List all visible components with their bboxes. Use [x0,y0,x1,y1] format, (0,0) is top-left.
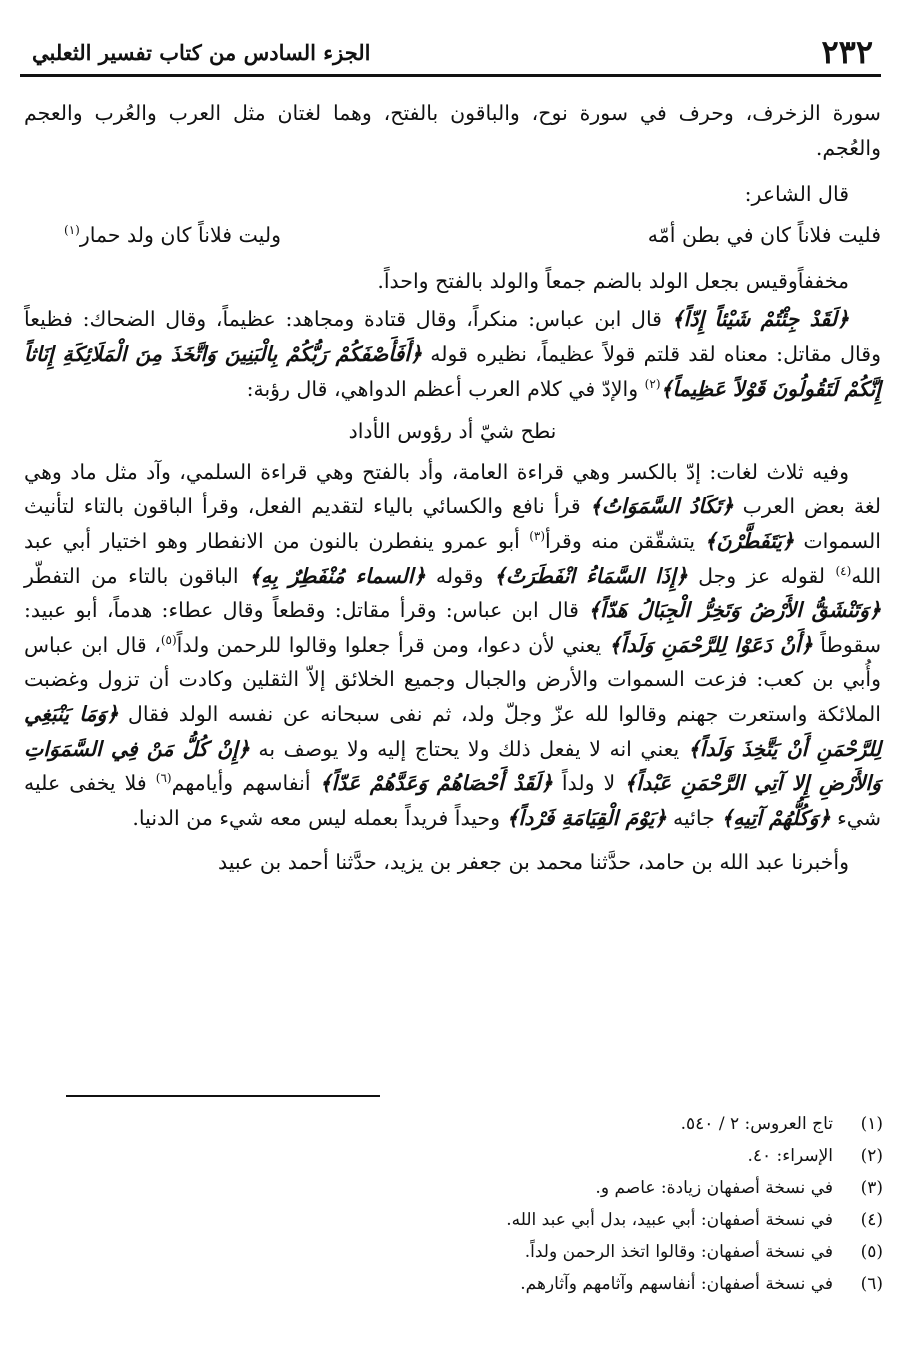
page-header [20,30,881,77]
footnote-number: (٦) [860,1274,883,1294]
text-run: يعني لأن دعوا، ومن قرأ جعلوا وقالوا للرحمن ولداً [176,632,609,657]
quran-quote: ﴿وَمَا يَنْبَغِي لِلرَّحْمَنِ أَنْ يَتَّخِذَ وَلَداً﴾ [24,701,881,761]
footnote-number: (٤) [860,1210,883,1230]
footnote-item [163,1140,883,1172]
paragraph: وأخبرنا عبد الله بن حامد، حدَّثنا محمد بن جعفر بن يزيد، حدَّثنا أحمد بن عبيد [217,850,849,875]
text-run: جائيه [666,805,722,830]
footnotes [163,1108,883,1300]
running-title: الجزء السادس من كتاب تفسير الثعلبي [32,40,371,65]
text-run: أنفاسهم وأيامهم [171,771,320,796]
footnote-ref: (٣) [529,529,546,544]
footnote-number: (٣) [860,1178,883,1198]
footnote-text: في نسخة أصفهان: أنفاسهم وآثامهم وآثارهم. [520,1274,833,1294]
footnote-item [163,1268,883,1300]
footnote-ref: (١) [64,222,80,237]
paragraph: سورة الزخرف، وحرف في سورة نوح، والباقون بالفتح، وهما لغتان مثل العرب والعُرب والعجم والعُجم. [24,101,881,160]
quran-quote: ﴿لَقَدْ جِئْتُمْ شَيْئاً إِدّاً﴾ [671,307,849,332]
text-run: فلا يخفى عليه شيء [24,771,881,830]
footnote-item [163,1108,883,1140]
main-text [24,96,881,880]
footnote-number: (٥) [860,1242,883,1262]
page-number: ٢٣٢ [821,33,873,71]
quran-quote: ﴿السماء مُنْفَطِرٌ بِهِ﴾ [249,563,426,588]
paragraph [24,455,881,836]
quran-quote: ﴿أَفَأَصْفَكُمْ رَبُّكُمْ بِالْبَنِينَ وَاتَّخَذَ مِنَ الْمَلَائِكَةِ إِنَاثاً إِنَّكُمْ لَتَقُولُونَ قَوْلاً عَظِيماً﴾ [24,341,881,401]
footnote-ref: (٢) [644,376,661,391]
footnote-divider [66,1095,380,1097]
verse-first-hemistich: فليت فلاناً كان في بطن أمّه [647,222,881,247]
footnote-item [163,1204,883,1236]
footnote-text: في نسخة أصفهان: أبي عبيد، بدل أبي عبد الله. [506,1210,833,1230]
footnote-text: الإسراء: ٤٠. [747,1146,833,1166]
quran-quote: ﴿لَقَدْ أَحْصَاهُمْ وَعَدَّهُمْ عَدّاً﴾ [319,771,553,796]
text-run: وحيداً فريداً بعمله ليس معه شيء من الدنيا. [132,805,507,830]
rajaz-verse: نطح شيّ أد رؤوس الأداد [348,419,557,444]
verse-second-hemistich [64,218,281,253]
quran-quote: ﴿يَوْمَ الْقِيَامَةِ فَرْداً﴾ [506,805,667,830]
quran-quote: ﴿يَتَفَطَّرْنَ﴾ [704,528,794,553]
footnote-ref: (٥) [160,632,177,647]
text-run: لقوله عز وجل [687,563,836,588]
text-run: لا ولداً [552,771,625,796]
paragraph [24,302,881,406]
text-run: والإدّ في كلام العرب أعظم الدواهي، قال رؤبة: [246,376,645,401]
quran-quote: ﴿أَنْ دَعَوْا لِلرَّحْمَنِ وَلَداً﴾ [608,632,813,657]
quran-quote: ﴿إِنْ كُلُّ مَنْ فِي السَّمَوَاتِ وَالأَرْضِ إِلا آتِي الرَّحْمَنِ عَبْداً﴾ [24,736,881,796]
text-run: وفيه ثلاث لغات: إدّ بالكسر وهي قراءة العامة، وأد بالفتح وهي قراءة السلمي، وآد مثل ماد وهي لغة بعض العرب [24,459,882,519]
quran-quote: ﴿وَتَنْشَقُّ الأَرْضُ وَتَخِرُّ الْجِبَالُ هَدّاً﴾ [588,598,881,623]
poetry-verse [24,218,881,280]
footnote-text: تاج العروس: ٢ / ٥٤٠. [680,1114,833,1134]
paragraph: مخففاًوقيس بجعل الولد بالضم جمعاً والولد بالفتح واحداً. [377,268,849,293]
footnote-item [163,1236,883,1268]
quran-quote: ﴿تَكَادُ السَّمَوَاتُ﴾ [589,494,734,519]
footnote-text: في نسخة أصفهان: وقالوا اتخذ الرحمن ولداً. [524,1242,833,1262]
footnote-item [163,1172,883,1204]
text-run: قرأ نافع والكسائي بالياء لتقديم الفعل، وقرأ الباقون بالتاء لتأنيث السموات [24,494,881,553]
text-run: قال ابن عباس: وقرأ مقاتل: وقطعاً وقال عطاء: هدماً، أبو عبيد: سقوطاً [24,598,881,657]
footnote-ref: (٤) [835,563,852,578]
quran-quote: ﴿وَكُلُّهُمْ آتِيهِ﴾ [721,805,831,830]
verse-second-text: وليت فلاناً كان ولد حمار [79,222,281,247]
text-run: يعني انه لا يفعل ذلك ولا يحتاج إليه ولا يوصف به [249,736,688,761]
footnote-number: (٢) [860,1146,883,1166]
footnote-ref: (٦) [155,771,172,786]
text-run: أبو عمرو ينفطرن بالنون من الانفطار وهو اختيار أبي عبد الله [24,528,882,588]
quran-quote: ﴿إِذَا السَّمَاءُ انْفَطَرَتْ﴾ [493,563,688,588]
text-run: الباقون بالتاء من التفطّر [24,563,250,588]
text-run: قال ابن عباس: منكراً، وقال قتادة ومجاهد: عظيماً، وقال الضحاك: فظيعاً وقال مقاتل: معناه لقد قلتم قولاً عظيماً، نظيره قوله [24,307,881,366]
footnote-number: (١) [860,1114,883,1134]
footnote-text: في نسخة أصفهان زيادة: عاصم و. [595,1178,833,1198]
text-run: يتشقّقن منه وقرأ [545,528,705,553]
poet-intro: قال الشاعر: [744,182,849,207]
text-run: ، قال ابن عباس وأُبي بن كعب: فزعت السموات والأرض والجبال وجميع الخلائق إلاّ الثقلين وكادت أن تزول وغضبت الملائكة واستعرت جهنم وقالوا لله عزّ وجلّ ولد، ثم نفى سبحانه عن نفسه الولد فقال [24,632,881,726]
text-run: وقوله [425,563,494,588]
